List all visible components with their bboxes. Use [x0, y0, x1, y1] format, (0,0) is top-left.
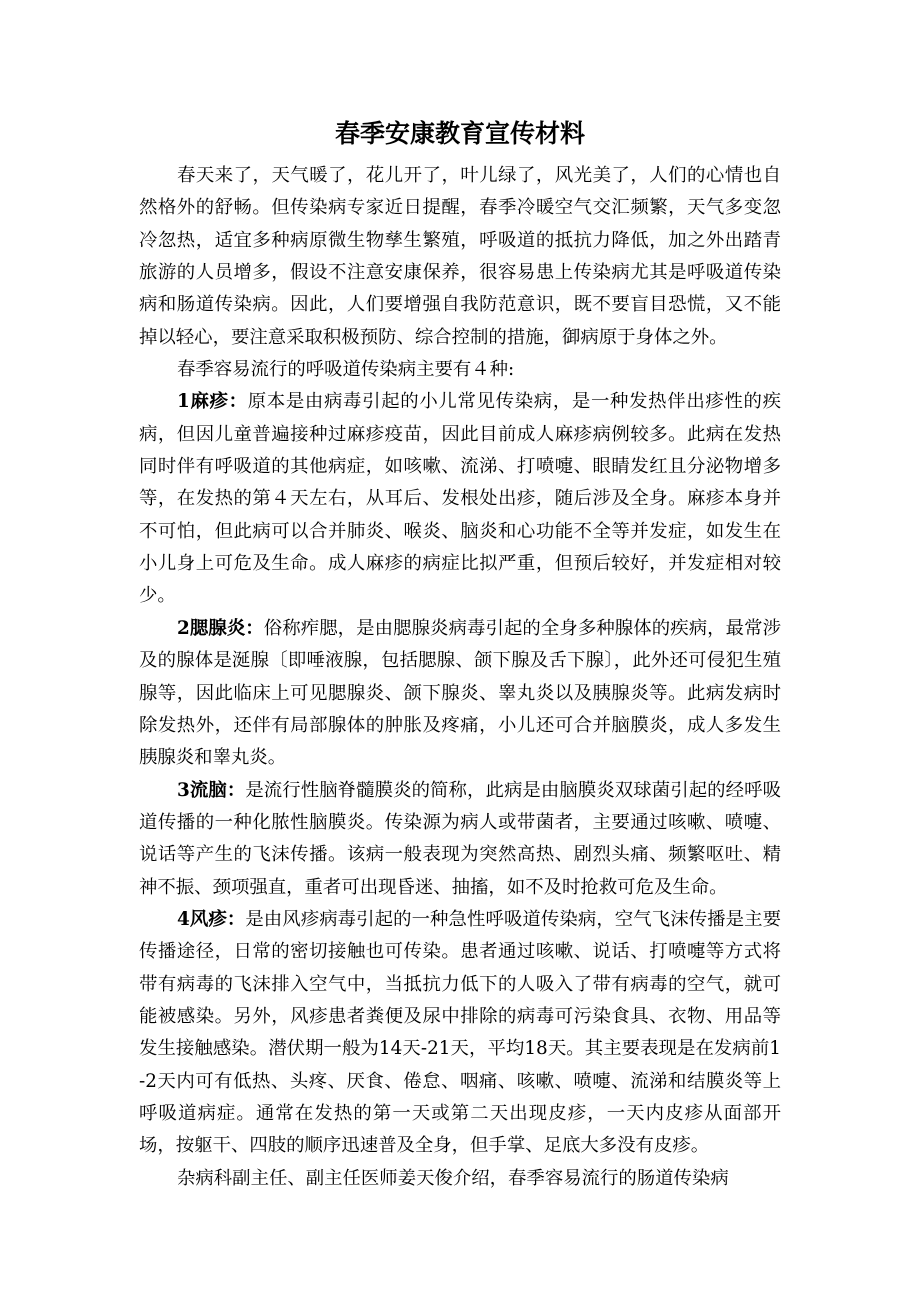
disease-label-rubella: 4风疹：	[177, 908, 246, 930]
disease-text-mumps: 俗称痄腮，是由腮腺炎病毒引起的全身多种腺体的疾病，最常涉及的腺体是涎腺〔即唾液腺，包括腮腺、颌下腺及舌下腺〕，此外还可侵犯生殖腺等，因此临床上可见腮腺炎、颌下腺炎、睾丸炎以及胰腺炎等。此病发病时除发热外，还伴有局部腺体的肿胀及疼痛，小儿还可合并脑膜炎，成人多发生胰腺炎和睾丸炎。	[139, 617, 781, 769]
disease-label-measles: 1麻疹：	[177, 391, 248, 413]
document-body	[139, 160, 781, 1195]
intro-paragraph: 春天来了，天气暖了，花儿开了，叶儿绿了，风光美了，人们的心情也自然格外的舒畅。但传染病专家近日提醒，春季冷暖空气交汇频繁，天气多变忽冷忽热，适宜多种病原微生物孳生繁殖，呼吸道的抵抗力降低，加之外出踏青旅游的人员增多，假设不注意安康保养，很容易患上传染病尤其是呼吸道传染病和肠道传染病。因此，人们要增强自我防范意识，既不要盲目恐慌，又不能掉以轻心，要注意采取积极预防、综合控制的措施，御病原于身体之外。	[139, 165, 781, 348]
disease-text-meningitis: 是流行性脑脊髓膜炎的简称，此病是由脑膜炎双球菌引起的经呼吸道传播的一种化脓性脑膜炎。传染源为病人或带菌者，主要通过咳嗽、喷嚏、说话等产生的飞沫传播。该病一般表现为突然高热、剧烈头痛、频繁呕吐、精神不振、颈项强直，重者可出现昏迷、抽搐，如不及时抢救可危及生命。	[139, 779, 781, 898]
disease-label-meningitis: 3流脑：	[177, 779, 246, 801]
disease-paragraph-rubella	[139, 904, 781, 1163]
lead-paragraph: 春季容易流行的呼吸道传染病主要有４种:	[177, 359, 515, 381]
disease-paragraph-meningitis	[139, 775, 781, 904]
disease-paragraph-mumps	[139, 613, 781, 775]
disease-text-measles: 原本是由病毒引起的小儿常见传染病，是一种发热伴出疹性的疾病，但因儿童普遍接种过麻疹疫苗，因此目前成人麻疹病例较多。此病在发热同时伴有呼吸道的其他病症，如咳嗽、流涕、打喷嚏、眼睛发红且分泌物增多等，在发热的第４天左右，从耳后、发根处出疹，随后涉及全身。麻疹本身并不可怕，但此病可以合并肺炎、喉炎、脑炎和心功能不全等并发症，如发生在小儿身上可危及生命。成人麻疹的病症比拟严重，但预后较好，并发症相对较少。	[139, 391, 781, 607]
disease-label-mumps: 2腮腺炎：	[177, 617, 264, 639]
disease-paragraph-measles	[139, 386, 781, 612]
closing-paragraph: 杂病科副主任、副主任医师姜天俊介绍，春季容易流行的肠道传染病	[177, 1167, 729, 1189]
document-title: 春季安康教育宣传材料	[334, 119, 585, 148]
disease-text-rubella: 是由风疹病毒引起的一种急性呼吸道传染病，空气飞沫传播是主要传播途径，日常的密切接触也可传染。患者通过咳嗽、说话、打喷嚏等方式将带有病毒的飞沫排入空气中，当抵抗力低下的人吸入了带有病毒的空气，就可能被感染。另外，风疹患者粪便及尿中排除的病毒可污染食具、衣物、用品等发生接触感染。潜伏期一般为14天-21天，平均18天。其主要表现是在发病前1-2天内可有低热、头疼、厌食、倦怠、咽痛、咳嗽、喷嚏、流涕和结膜炎等上呼吸道病症。通常在发热的第一天或第二天出现皮疹，一天内皮疹从面部开场，按躯干、四肢的顺序迅速普及全身，但手掌、足底大多没有皮疹。	[139, 908, 781, 1157]
